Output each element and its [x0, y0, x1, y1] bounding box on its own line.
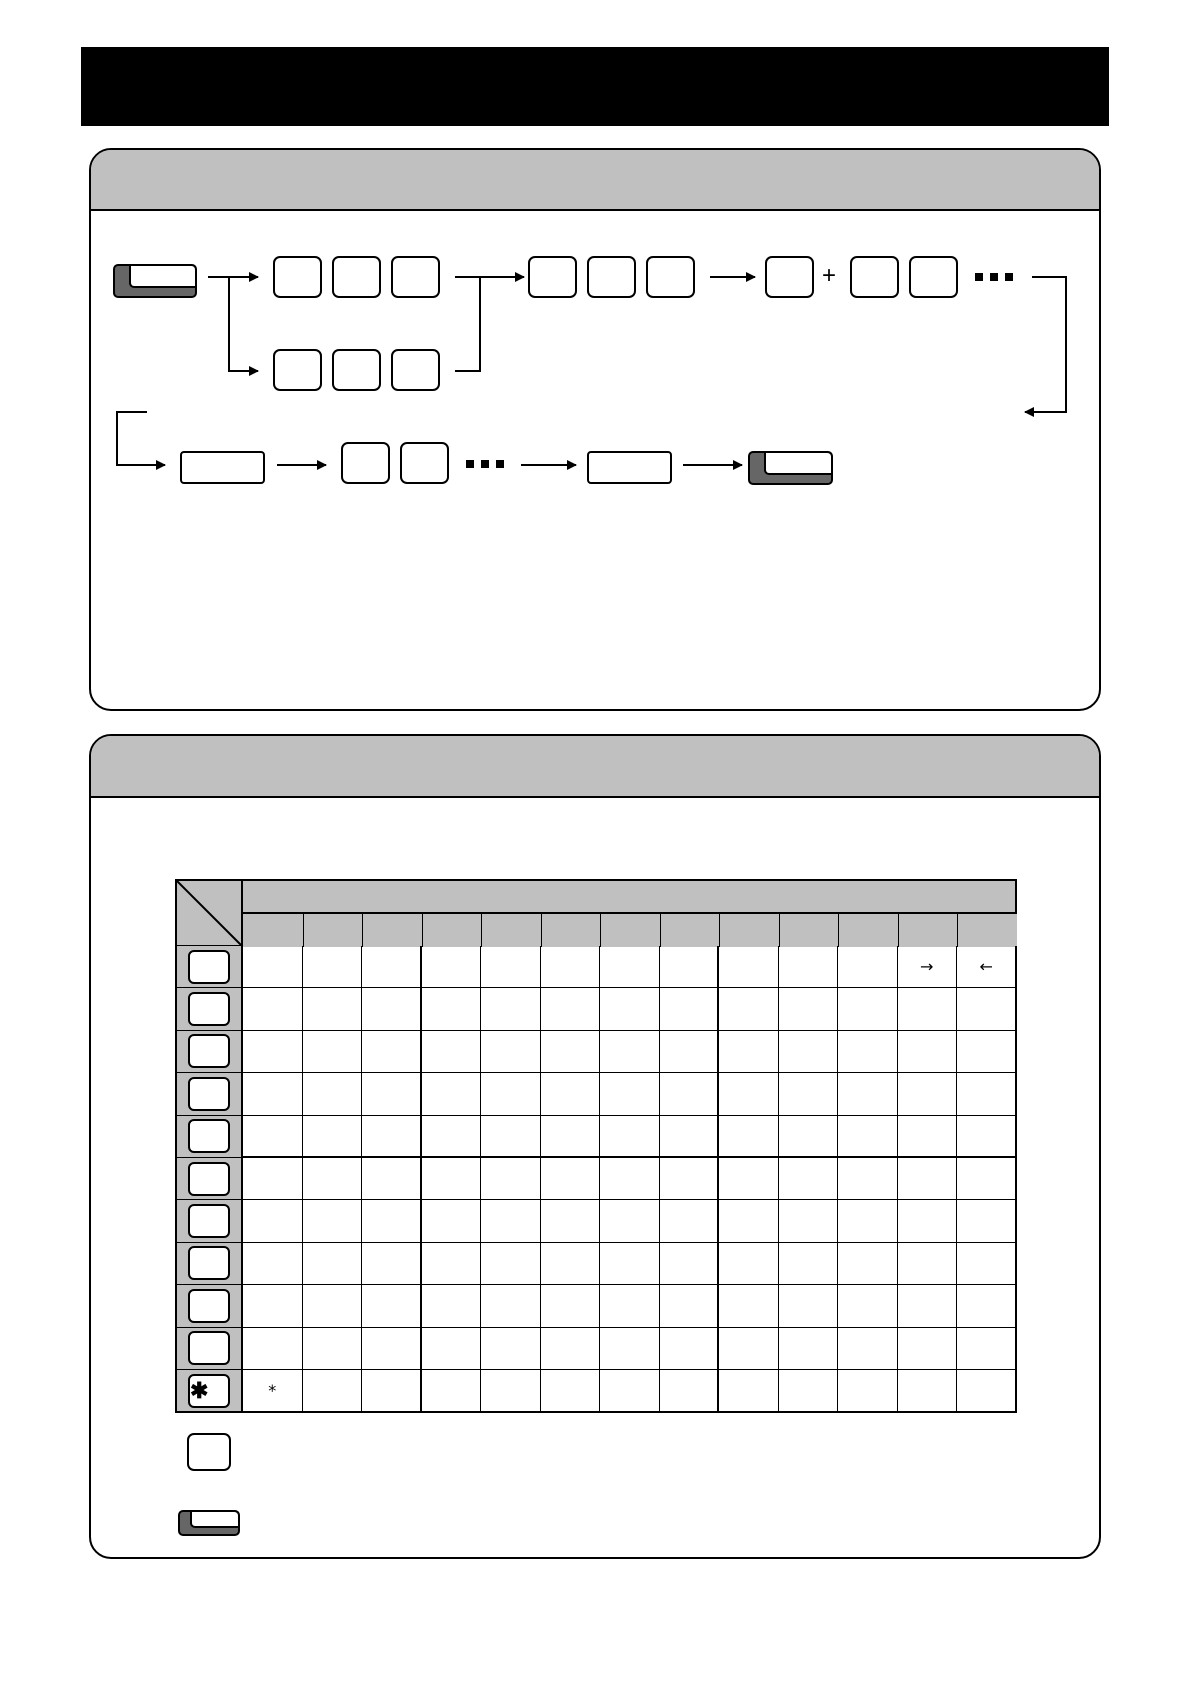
row-header [175, 1243, 243, 1285]
table-cell [719, 1073, 779, 1115]
table-cell [838, 1116, 898, 1158]
digit-key[interactable] [528, 256, 577, 298]
table-cell [898, 1243, 958, 1285]
table-cell [541, 1328, 601, 1370]
table-cell [362, 1370, 422, 1412]
table-cell [779, 1370, 839, 1412]
function-key-end[interactable] [748, 451, 833, 485]
table-cell [779, 1116, 839, 1158]
table-cell [303, 1200, 363, 1242]
table-cell [362, 1243, 422, 1285]
table-cell [243, 1285, 303, 1327]
table-cell [660, 1243, 720, 1285]
table-cell [481, 1370, 541, 1412]
flow-line-wrap-left [117, 412, 165, 465]
table-cell [422, 1285, 482, 1327]
row-header [175, 1158, 243, 1200]
table-cell [719, 1031, 779, 1073]
table-cell [719, 1116, 779, 1158]
digit-key[interactable] [850, 256, 899, 298]
table-cell [719, 988, 779, 1030]
table-cell [600, 1073, 660, 1115]
table-cell [600, 988, 660, 1030]
row-header [175, 1031, 243, 1073]
table-cell [660, 1285, 720, 1327]
key-table-panel-header [91, 736, 1099, 798]
column-header [362, 914, 422, 947]
row-header [175, 946, 243, 988]
row-key[interactable] [188, 1331, 230, 1365]
table-cell [719, 946, 779, 988]
table-cell [600, 1116, 660, 1158]
row-key[interactable]: ✱ [188, 1374, 230, 1408]
digit-key[interactable] [332, 349, 381, 391]
table-cell [481, 1158, 541, 1200]
table-cell [541, 1243, 601, 1285]
table-cell [303, 988, 363, 1030]
column-header [303, 914, 363, 947]
table-cell [719, 1328, 779, 1370]
row-key[interactable] [188, 992, 230, 1026]
table-cell [779, 988, 839, 1030]
table-cell [838, 1158, 898, 1200]
table-cell [719, 1200, 779, 1242]
table-cell [541, 1285, 601, 1327]
table-cell [660, 946, 720, 988]
table-cell [481, 1031, 541, 1073]
digit-key[interactable] [391, 349, 440, 391]
digit-key[interactable] [332, 256, 381, 298]
table-cell [898, 1285, 958, 1327]
column-header [541, 914, 601, 947]
table-cell [243, 1073, 303, 1115]
table-cell [303, 1073, 363, 1115]
table-cell [481, 1200, 541, 1242]
digit-key[interactable] [646, 256, 695, 298]
table-cell [481, 1073, 541, 1115]
table-cell [957, 1243, 1017, 1285]
table-cell [779, 1158, 839, 1200]
table-cell [600, 1243, 660, 1285]
table-cell [779, 1200, 839, 1242]
entry-field[interactable] [587, 451, 672, 484]
table-cell: * [243, 1370, 303, 1412]
table-cell [422, 1073, 482, 1115]
plus-sign: + [821, 262, 836, 289]
table-cell [422, 1158, 482, 1200]
column-header [243, 914, 303, 947]
table-cell [422, 946, 482, 988]
table-cell [303, 1370, 363, 1412]
table-cell [838, 1031, 898, 1073]
row-key[interactable] [188, 1119, 230, 1153]
column-header [660, 914, 720, 947]
table-cell [838, 1285, 898, 1327]
flow-line-branch-down [229, 277, 258, 371]
digit-key[interactable] [587, 256, 636, 298]
table-cell [541, 1200, 601, 1242]
table-cell [303, 1328, 363, 1370]
table-cell [838, 1073, 898, 1115]
table-cell [600, 1158, 660, 1200]
row-header [175, 1116, 243, 1158]
row-key[interactable] [188, 950, 230, 984]
table-cell [243, 1243, 303, 1285]
row-header [175, 1200, 243, 1242]
table-cell [481, 946, 541, 988]
table-cell [957, 1031, 1017, 1073]
row-key[interactable] [188, 1162, 230, 1196]
legend-digit-key [187, 1433, 231, 1471]
column-header [838, 914, 898, 947]
table-cell [957, 1200, 1017, 1242]
digit-key[interactable] [273, 256, 322, 298]
column-header [719, 914, 779, 947]
table-cell [660, 1200, 720, 1242]
table-cell [898, 1031, 958, 1073]
table-cell [541, 1158, 601, 1200]
digit-key[interactable] [765, 256, 814, 298]
table-cell [362, 988, 422, 1030]
table-cell [541, 1370, 601, 1412]
table-cell [838, 1370, 898, 1412]
table-cell [957, 1073, 1017, 1115]
table-cell [719, 1285, 779, 1327]
table-cell [898, 988, 958, 1030]
table-corner-diagonal [175, 879, 243, 947]
table-cell [481, 988, 541, 1030]
table-cell [957, 1158, 1017, 1200]
row-key[interactable] [188, 1034, 230, 1068]
row-header [175, 1285, 243, 1327]
table-cell [303, 1285, 363, 1327]
table-cell [898, 1328, 958, 1370]
table-cell [898, 1200, 958, 1242]
table-cell [422, 988, 482, 1030]
entry-field[interactable] [180, 451, 265, 484]
table-cell [660, 988, 720, 1030]
table-cell [779, 1328, 839, 1370]
digit-key[interactable] [400, 442, 449, 484]
table-cell [303, 1031, 363, 1073]
table-cell [838, 946, 898, 988]
table-cell [600, 1200, 660, 1242]
table-cell [779, 1073, 839, 1115]
table-cell [541, 1073, 601, 1115]
table-cell [719, 1370, 779, 1412]
table-cell [303, 1158, 363, 1200]
table-cell [243, 1158, 303, 1200]
table-cell [303, 1243, 363, 1285]
table-cell [481, 1328, 541, 1370]
table-cell [362, 1031, 422, 1073]
column-header [481, 914, 541, 947]
table-cell [957, 1285, 1017, 1327]
table-cell [362, 1328, 422, 1370]
table-cell [660, 1158, 720, 1200]
table-cell [957, 1116, 1017, 1158]
table-cell [541, 988, 601, 1030]
table-cell [660, 1073, 720, 1115]
table-cell [481, 1116, 541, 1158]
table-cell [481, 1243, 541, 1285]
table-cell [481, 1285, 541, 1327]
table-cell [362, 1158, 422, 1200]
table-cell [660, 1116, 720, 1158]
table-cell [660, 1370, 720, 1412]
row-header [175, 1073, 243, 1115]
sequence-flow-diagram [0, 0, 1191, 720]
table-cell [422, 1370, 482, 1412]
digit-key[interactable] [273, 349, 322, 391]
row-key[interactable] [188, 1246, 230, 1280]
table-cell [422, 1031, 482, 1073]
flow-line-merge-bottom [455, 277, 480, 371]
column-header [898, 914, 958, 947]
table-cell [719, 1158, 779, 1200]
table-cell [838, 988, 898, 1030]
flow-line-wrap-right [1025, 277, 1066, 412]
table-cell [957, 1328, 1017, 1370]
table-cell [838, 1328, 898, 1370]
table-cell [243, 1328, 303, 1370]
table-cell [541, 946, 601, 988]
table-cell [243, 1200, 303, 1242]
digit-key[interactable] [391, 256, 440, 298]
row-header [175, 988, 243, 1030]
table-cell [362, 1073, 422, 1115]
table-cell [660, 1031, 720, 1073]
row-header [175, 1328, 243, 1370]
row-key[interactable] [188, 1204, 230, 1238]
table-cell [779, 1285, 839, 1327]
legend-function-key [178, 1510, 240, 1536]
digit-key[interactable] [341, 442, 390, 484]
table-cell [422, 1328, 482, 1370]
table-cell [303, 1116, 363, 1158]
table-cell [541, 1031, 601, 1073]
ellipsis-icon [466, 460, 511, 469]
column-header [422, 914, 482, 947]
table-cell [600, 1031, 660, 1073]
table-cell [600, 1285, 660, 1327]
table-cell [243, 988, 303, 1030]
table-cell [600, 1370, 660, 1412]
table-cell [362, 946, 422, 988]
table-cell [660, 1328, 720, 1370]
table-cell: → [898, 946, 958, 988]
table-cell [898, 1158, 958, 1200]
table-cell [362, 1200, 422, 1242]
table-cell [957, 988, 1017, 1030]
table-cell [422, 1200, 482, 1242]
table-cell [719, 1243, 779, 1285]
digit-key[interactable] [909, 256, 958, 298]
table-cell [838, 1243, 898, 1285]
table-cell [838, 1200, 898, 1242]
table-cell [898, 1073, 958, 1115]
column-header [779, 914, 839, 947]
table-cell [243, 1116, 303, 1158]
table-cell [243, 946, 303, 988]
table-cell [779, 1243, 839, 1285]
table-cell [957, 1370, 1017, 1412]
table-cell [898, 1116, 958, 1158]
table-cell [898, 1370, 958, 1412]
row-header [175, 1370, 243, 1412]
table-cell [422, 1243, 482, 1285]
table-cell [779, 1031, 839, 1073]
table-cell [541, 1116, 601, 1158]
column-header [957, 914, 1017, 947]
row-key[interactable] [188, 1077, 230, 1111]
table-cell [422, 1116, 482, 1158]
table-cell [779, 946, 839, 988]
table-cell [362, 1285, 422, 1327]
table-cell [303, 946, 363, 988]
table-cell: ← [957, 946, 1017, 988]
column-header [600, 914, 660, 947]
table-cell [600, 1328, 660, 1370]
ellipsis-icon [975, 273, 1020, 282]
table-cell [243, 1031, 303, 1073]
function-key-start[interactable] [113, 264, 197, 298]
table-cell [362, 1116, 422, 1158]
table-cell [600, 946, 660, 988]
row-key[interactable] [188, 1289, 230, 1323]
